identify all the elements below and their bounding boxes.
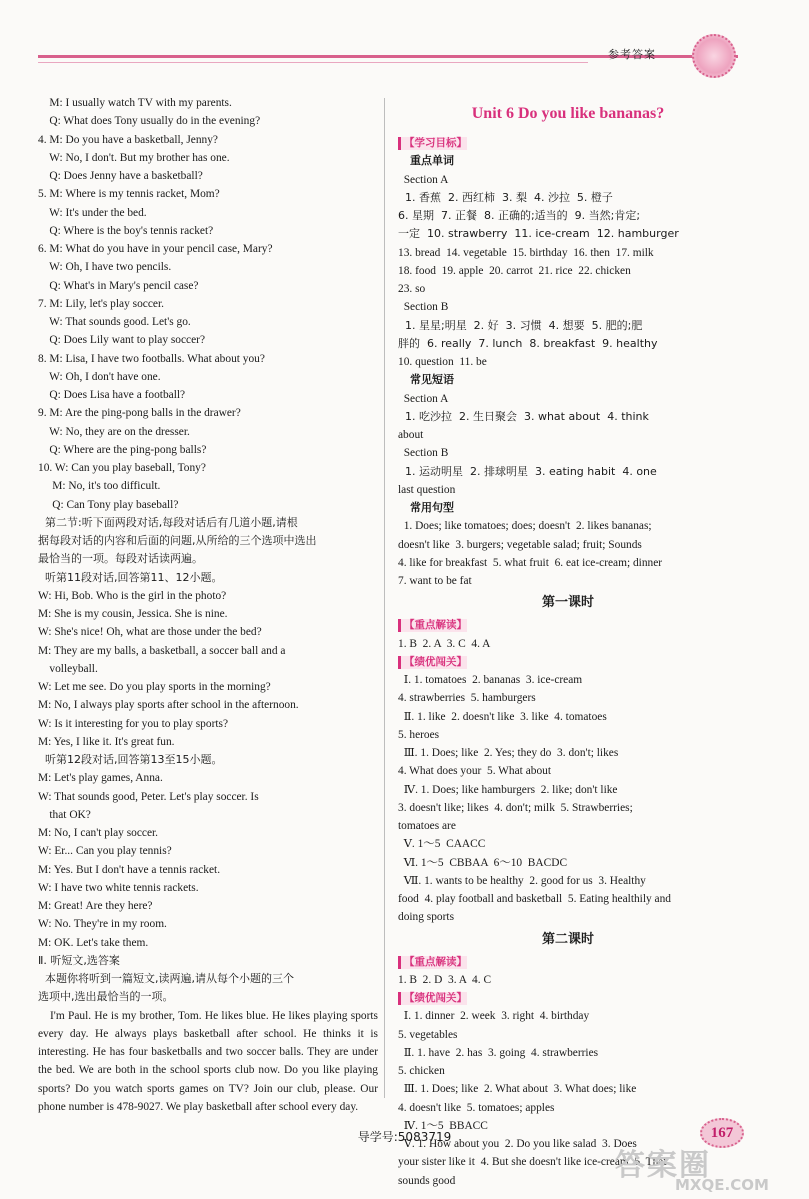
text-line: W: Er... Can you play tennis? bbox=[38, 845, 172, 858]
text-line: 4. like for breakfast 5. what fruit 6. eat ice-cream; dinner bbox=[398, 556, 663, 569]
text-line: W: That sounds good, Peter. Let's play soccer. Is bbox=[38, 790, 259, 803]
key-words-heading: 重点单词 bbox=[410, 154, 454, 168]
text-line: volleyball. bbox=[38, 662, 98, 675]
text-line: 18. food 19. apple 20. carrot 21. rice 22. chicken bbox=[398, 264, 631, 277]
text-line: 5. heroes bbox=[398, 728, 440, 741]
text-line: Q: What does Tony usually do in the evening? bbox=[38, 115, 261, 128]
text-line: M: No, I can't play soccer. bbox=[38, 827, 159, 839]
text-line: W: No. They're in my room. bbox=[38, 918, 167, 931]
text-line: 一定 10. strawberry 11. ice-cream 12. hamburger bbox=[398, 227, 679, 241]
text-line: 听第12段对话,回答第13至15小题。 bbox=[38, 753, 223, 766]
text-line: Ⅳ. 1～5 BBACC bbox=[398, 1119, 488, 1132]
text-line: Section B bbox=[398, 447, 449, 460]
sentences-heading: 常用句型 bbox=[410, 501, 454, 514]
listening-script bbox=[38, 94, 378, 1007]
text-line: M: OK. Let's take them. bbox=[38, 936, 149, 949]
text-line: Ⅴ. 1～5 CAACC bbox=[398, 838, 486, 851]
text-line: doing sports bbox=[398, 911, 455, 924]
text-line: Q: What's in Mary's pencil case? bbox=[38, 279, 199, 292]
text-line: 6. M: What do you have in your pencil case, Mary? bbox=[38, 243, 273, 255]
page-number: 167 bbox=[700, 1118, 744, 1148]
text-line: M: Great! Are they here? bbox=[38, 900, 153, 912]
text-line: 本题你将听到一篇短文,读两遍,请从每个小题的三个 bbox=[38, 972, 294, 985]
lesson-1-heading: 第一课时 bbox=[541, 595, 594, 611]
text-line: 13. bread 14. vegetable 15. birthday 16. then 17. milk bbox=[398, 246, 654, 259]
lesson-2-key-answers: 1. B 2. D 3. A 4. C bbox=[398, 973, 492, 986]
text-line: doesn't like 3. burgers; vegetable salad; fruit; Sounds bbox=[398, 538, 642, 551]
text-line: 1. Does; like tomatoes; does; doesn't 2. likes bananas; bbox=[398, 520, 652, 533]
text-line: M: They are my balls, a basketball, a soccer ball and a bbox=[38, 644, 286, 657]
text-line: 8. M: Lisa, I have two footballs. What about you? bbox=[38, 352, 265, 365]
sentences-list bbox=[398, 517, 738, 590]
text-line: M: Yes, I like it. It's great fun. bbox=[38, 735, 175, 748]
text-line: 9. M: Are the ping-pong balls in the drawer? bbox=[38, 407, 241, 420]
text-line: Q: Where is the boy's tennis racket? bbox=[38, 224, 214, 237]
key-words-list bbox=[398, 171, 738, 372]
text-line: 4. strawberries 5. hamburgers bbox=[398, 692, 536, 705]
text-line: M: She is my cousin, Jessica. She is nine. bbox=[38, 608, 228, 620]
text-line: Ⅲ. 1. Does; like 2. Yes; they do 3. don't; likes bbox=[398, 747, 619, 759]
text-line: W: Let me see. Do you play sports in the morning? bbox=[38, 681, 271, 693]
text-line: 10. question 11. be bbox=[398, 356, 487, 368]
text-line: W: It's under the bed. bbox=[38, 206, 147, 219]
text-line: M: Yes. But I don't have a tennis racket. bbox=[38, 863, 221, 876]
text-line: 5. M: Where is my tennis racket, Mom? bbox=[38, 188, 220, 201]
text-line: your sister like it 4. But she doesn't like ice-cream 5. That bbox=[398, 1156, 667, 1169]
text-line: Ⅶ. 1. wants to be healthy 2. good for us 3. Healthy bbox=[398, 874, 646, 887]
text-line: 4. What does your 5. What about bbox=[398, 765, 552, 778]
text-line: Ⅰ. 1. dinner 2. week 3. right 4. birthday bbox=[398, 1010, 590, 1023]
text-line: W: She's nice! Oh, what are those under the bed? bbox=[38, 626, 262, 639]
right-column bbox=[398, 94, 738, 1190]
text-line: 6. 星期 7. 正餐 8. 正确的;适当的 9. 当然;肯定; bbox=[398, 209, 641, 222]
passage-text: I'm Paul. He is my brother, Tom. He likes blue. He likes playing sports every day. He always plays basketball after school. He thinks it is interesting. He has four basketballs and two soccer balls. They are under the bed. We are both in the school sports club now. Do you like playing sports? Do you watch sports games on TV? Join our club, please. Our phone number is 478-9027. We play basketball after school every day. bbox=[38, 1009, 378, 1113]
text-line: Ⅴ. 1. How about you 2. Do you like salad 3. Does bbox=[398, 1138, 637, 1150]
text-line: 据每段对话的内容和后面的问题,从所给的三个选项中选出 bbox=[38, 534, 317, 547]
text-line: W: No, they are on the dresser. bbox=[38, 425, 190, 438]
text-line: Ⅰ. 1. tomatoes 2. bananas 3. ice-cream bbox=[398, 674, 583, 686]
text-line: 听第11段对话,回答第11、12小题。 bbox=[38, 570, 223, 584]
text-line: 第二节:听下面两段对话,每段对话后有几道小题,请根 bbox=[38, 515, 298, 529]
watermark-site: MXQE.COM bbox=[675, 1176, 769, 1194]
text-line: 选项中,选出最恰当的一项。 bbox=[38, 990, 174, 1004]
text-line: Q: Does Lisa have a football? bbox=[38, 389, 186, 401]
text-line: 3. doesn't like; likes 4. don't; milk 5. Strawberries; bbox=[398, 801, 633, 814]
left-column bbox=[38, 94, 378, 1116]
text-line: 7. want to be fat bbox=[398, 575, 472, 587]
text-line: W: Oh, I have two pencils. bbox=[38, 261, 172, 274]
text-line: 1. 香蕉 2. 西红柿 3. 梨 4. 沙拉 5. 橙子 bbox=[398, 190, 613, 204]
phrases-list bbox=[398, 390, 738, 500]
text-line: 7. M: Lily, let's play soccer. bbox=[38, 297, 164, 310]
text-line: 23. so bbox=[398, 283, 426, 295]
text-line: 4. M: Do you have a basketball, Jenny? bbox=[38, 133, 218, 146]
lesson-1-excellence-answers bbox=[398, 671, 738, 927]
phrases-heading: 常见短语 bbox=[410, 373, 454, 387]
text-line: Q: Can Tony play baseball? bbox=[38, 498, 179, 511]
text-line: M: I usually watch TV with my parents. bbox=[38, 97, 232, 109]
text-line: 最恰当的一项。每段对话读两遍。 bbox=[38, 552, 203, 566]
text-line: tomatoes are bbox=[398, 820, 456, 832]
lesson-2-heading: 第二课时 bbox=[541, 931, 594, 947]
text-line: 10. W: Can you play baseball, Tony? bbox=[38, 462, 206, 474]
text-line: about bbox=[398, 429, 424, 441]
text-line: Ⅲ. 1. Does; like 2. What about 3. What does; like bbox=[398, 1083, 637, 1096]
text-line: 1. 星星;明星 2. 好 3. 习惯 4. 想要 5. 肥的;肥 bbox=[398, 318, 643, 332]
text-line: 5. chicken bbox=[398, 1065, 445, 1077]
text-line: 5. vegetables bbox=[398, 1028, 458, 1041]
text-line: W: That sounds good. Let's go. bbox=[38, 316, 191, 328]
column-divider bbox=[384, 98, 385, 1098]
text-line: Section A bbox=[398, 392, 449, 405]
tag-key-points-2: 【重点解读】 bbox=[398, 956, 467, 969]
text-line: Ⅱ. 1. have 2. has 3. going 4. strawberries bbox=[398, 1046, 599, 1059]
unit-title: Unit 6 Do you like bananas? bbox=[471, 105, 665, 122]
text-line: Ⅱ. 1. like 2. doesn't like 3. like 4. tomatoes bbox=[398, 710, 607, 723]
header-title: 参考答案 bbox=[608, 48, 656, 61]
text-line: 4. doesn't like 5. tomatoes; apples bbox=[398, 1101, 555, 1114]
guide-number: 导学号:5083719 bbox=[357, 1130, 452, 1144]
flower-icon bbox=[692, 34, 736, 78]
text-line: W: Hi, Bob. Who is the girl in the photo? bbox=[38, 589, 227, 602]
text-line: M: Let's play games, Anna. bbox=[38, 772, 163, 785]
text-line: Ⅳ. 1. Does; like hamburgers 2. like; don't like bbox=[398, 783, 618, 796]
text-line: 1. 运动明星 2. 排球明星 3. eating habit 4. one bbox=[398, 464, 657, 478]
text-line: W: I have two white tennis rackets. bbox=[38, 881, 199, 894]
text-line: W: Is it interesting for you to play sports? bbox=[38, 717, 229, 730]
text-line: Q: Where are the ping-pong balls? bbox=[38, 443, 207, 456]
text-line: Q: Does Jenny have a basketball? bbox=[38, 170, 203, 182]
text-line: that OK? bbox=[38, 808, 91, 821]
text-line: food 4. play football and basketball 5. Eating healthily and bbox=[398, 893, 671, 905]
text-line: Section A bbox=[398, 173, 449, 186]
header-rule-thin bbox=[38, 62, 588, 63]
text-line: Section B bbox=[398, 301, 449, 314]
text-line: M: No, it's too difficult. bbox=[38, 480, 161, 493]
tag-excellence: 【绩优闯关】 bbox=[398, 656, 467, 669]
text-line: Ⅵ. 1～5 CBBAA 6～10 BACDC bbox=[398, 856, 568, 869]
watermark-brand: 答案圈 bbox=[615, 1148, 711, 1183]
text-line: Q: Does Lily want to play soccer? bbox=[38, 334, 206, 347]
text-line: Ⅱ. 听短文,选答案 bbox=[38, 953, 120, 967]
text-line: M: No, I always play sports after school in the afternoon. bbox=[38, 699, 299, 712]
tag-excellence-2: 【绩优闯关】 bbox=[398, 992, 467, 1005]
text-line: last question bbox=[398, 483, 456, 496]
tag-learning-goals: 【学习目标】 bbox=[398, 137, 467, 150]
text-line: 胖的 6. really 7. lunch 8. breakfast 9. healthy bbox=[398, 336, 658, 350]
text-line: W: Oh, I don't have one. bbox=[38, 370, 161, 383]
lesson-1-key-answers: 1. B 2. A 3. C 4. A bbox=[398, 637, 491, 650]
text-line: 1. 吃沙拉 2. 生日聚会 3. what about 4. think bbox=[398, 409, 649, 423]
tag-key-points: 【重点解读】 bbox=[398, 619, 467, 632]
text-line: W: No, I don't. But my brother has one. bbox=[38, 151, 230, 164]
text-line: sounds good bbox=[398, 1174, 456, 1187]
